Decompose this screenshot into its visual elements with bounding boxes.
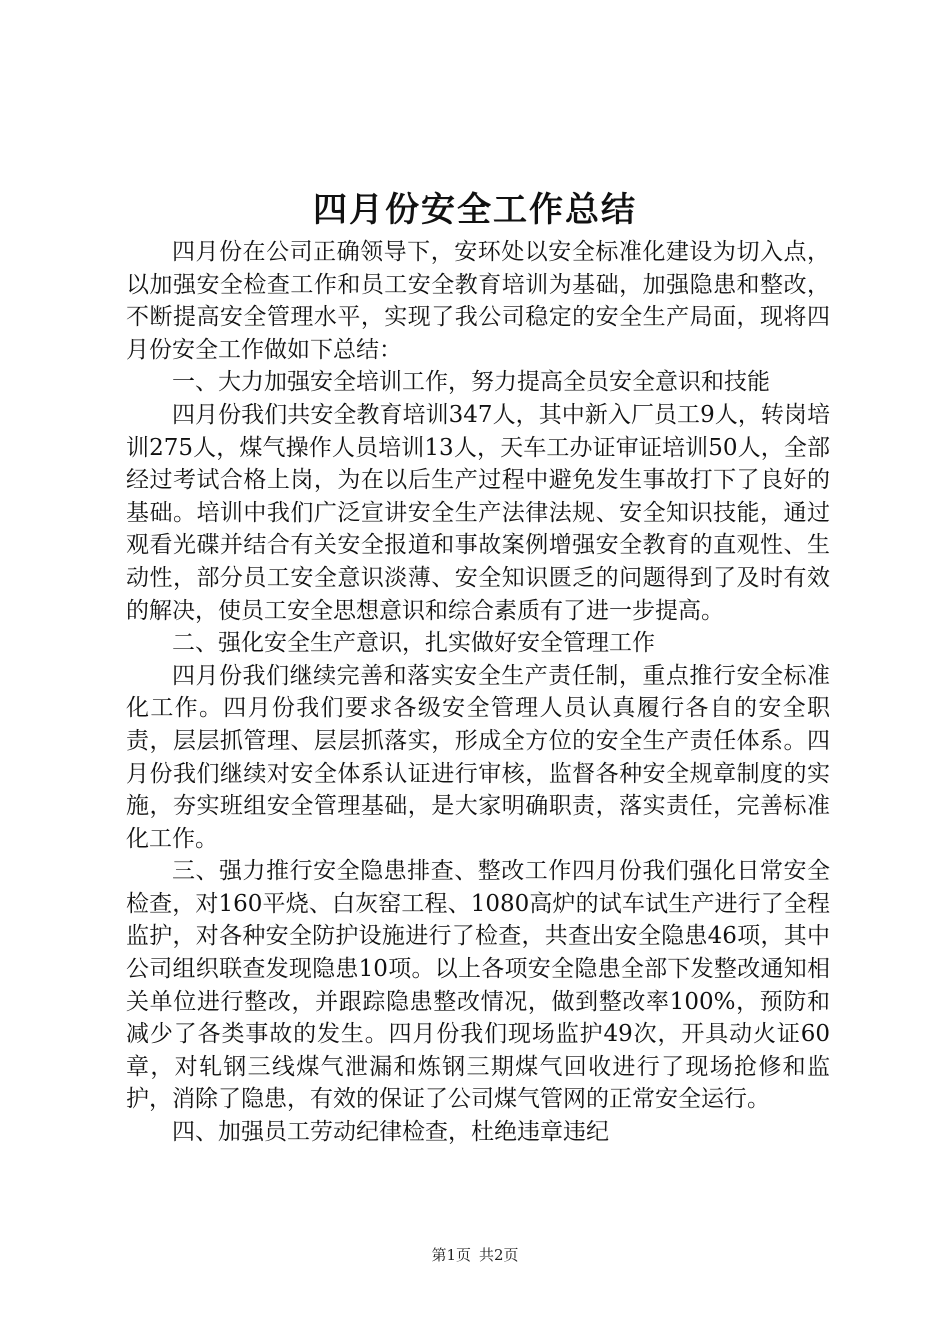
section-paragraph-3: 三、强力推行安全隐患排查、整改工作四月份我们强化日常安全检查，对160平烧、白灰窑工程、1080高炉的试车试生产进行了全程监护，对各种安全防护设施进行了检查，共查出安全隐患46项，其中公司组织联查发现隐患10项。以上各项安全隐患全部下发整改通知相关单位进行整改，并跟踪隐患整改情况，做到整改率100%，预防和减少了各类事故的发生。四月份我们现场监护49次，开具动火证60章，对轧钢三线煤气泄漏和炼钢三期煤气回收进行了现场抢修和监护，消除了隐患，有效的保证了公司煤气管网的正常安全运行。 xyxy=(126,858,830,1113)
document-title: 四月份安全工作总结 xyxy=(313,190,637,230)
page-number: 第1页 xyxy=(431,1246,471,1264)
document-body xyxy=(126,236,830,1149)
intro-paragraph: 四月份在公司正确领导下，安环处以安全标准化建设为切入点，以加强安全检查工作和员工安全教育培训为基础，加强隐患和整改，不断提高安全管理水平，实现了我公司稳定的安全生产局面，现将四月份安全工作做如下总结： xyxy=(126,239,830,363)
section-paragraph-1: 四月份我们共安全教育培训347人，其中新入厂员工9人，转岗培训275人，煤气操作人员培训13人，天车工办证审证培训50人，全部经过考试合格上岗，为在以后生产过程中避免发生事故打下了良好的基础。培训中我们广泛宣讲安全生产法律法规、安全知识技能，通过观看光碟并结合有关安全报道和事故案例增强安全教育的直观性、生动性，部分员工安全意识淡薄、安全知识匮乏的问题得到了及时有效的解决，使员工安全思想意识和综合素质有了进一步提高。 xyxy=(126,401,830,624)
section-heading-2: 二、强化安全生产意识，扎实做好安全管理工作 xyxy=(172,630,655,657)
page-footer xyxy=(0,1245,950,1265)
section-heading-1: 一、大力加强安全培训工作，努力提高全员安全意识和技能 xyxy=(172,369,770,396)
page-total: 共2页 xyxy=(479,1246,519,1264)
section-paragraph-2: 四月份我们继续完善和落实安全生产责任制，重点推行安全标准化工作。四月份我们要求各级安全管理人员认真履行各自的安全职责，层层抓管理、层层抓落实，形成全方位的安全生产责任体系。四月份我们继续对安全体系认证进行审核，监督各种安全规章制度的实施，夯实班组安全管理基础，是大家明确职责，落实责任，完善标准化工作。 xyxy=(126,662,830,852)
section-heading-4: 四、加强员工劳动纪律检查，杜绝违章违纪 xyxy=(172,1119,609,1146)
